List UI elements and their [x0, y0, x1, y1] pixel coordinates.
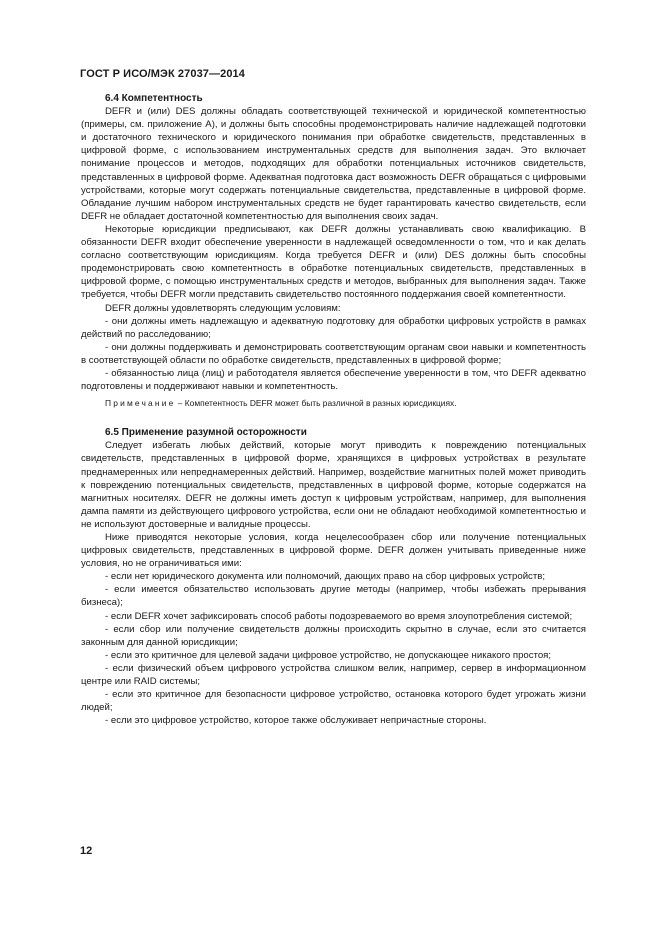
section-6-5-paragraph-1: Следует избегать любых действий, которые могут приводить к повреждению потенциальных свидетельств, представленных в цифровой форме, хранящихся в цифровых устройствах в результате преднамеренных или непреднамеренных действий. Например, воздействие магнитных полей может приводить к повреждению потенциальных свидетельств, представленных в цифровой форме, которые содержатся на магнитных носителях. DEFR не должны иметь доступ к цифровым устройствам, например, для выполнения дампа памяти из действующего цифрового устройства, если они не обладают необходимой компетентностью и не используют достоверные и валидные процессы. [81, 440, 586, 530]
section-6-4-title: 6.4 Компетентность [105, 93, 203, 104]
list-item: - если имеется обязательство использовать другие методы (например, чтобы избежать прерывания бизнеса); [81, 584, 586, 609]
list-item: - если DEFR хочет зафиксировать способ работы подозреваемого во время злоупотребления системой; [105, 610, 573, 622]
list-item: - обязанностью лица (лиц) и работодателя является обеспечение уверенности в том, что DEFR адекватно подготовлены и поддерживают навыки и компетентность. [81, 367, 586, 393]
list-item: - если это критичное для целевой задачи цифровое устройство, не допускающее никакого простоя; [105, 649, 552, 661]
list-item: - если это цифровое устройство, которое также обслуживает непричастные стороны. [105, 715, 487, 727]
list-item: - если нет юридического документа или полномочий, дающих право на сбор цифровых устройств; [105, 571, 546, 583]
section-6-4-paragraph-2: Некоторые юрисдикции предписывают, как DEFR должны устанавливать свою квалификацию. В обязанности DEFR входит обеспечение уверенности в надлежащей осведомленности о том, что и как делать согласно соответствующим юрисдикциям. Когда требуется DEFR и (или) DES должны быть способны продемонстрировать свою компетентность в обработке потенциальных свидетельств, представленных в цифровой форме, с помощью инструментальных средств и методов, выбранных для выполнения задач. Также требуется, чтобы DEFR могли представить свидетельство постоянного поддержания своей компетентности. [81, 223, 586, 301]
document-body [81, 92, 586, 727]
list-item: - если физический объем цифрового устройства слишком велик, например, сервер в информационном центре или RAID системы; [81, 662, 586, 688]
note [81, 397, 586, 410]
note-text: – Компетентность DEFR может быть различной в разных юрисдикциях. [175, 398, 457, 409]
section-6-4-paragraph-1: DEFR и (или) DES должны обладать соответствующей технической и юридической компетентностью (примеры, см. приложение А), и должны быть способны продемонстрировать наличие надлежащей подготовки и достаточного технического и юридического понимания при обработке свидетельств, представленных в цифровой форме, с использованием инструментальных средств для выполнения задач. Это включает понимание процессов и методов, подходящих для обработки потенциальных источников свидетельств, представленных в цифровой форме. Адекватная подготовка даст возможность DEFR обращаться с цифровыми устройствами, которые могут содержать потенциальные свидетельства, представленные в цифровой форме. Обладание лучшим набором инструментальных средств не будет гарантировать качество свидетельств, если DEFR не обладает достаточной компетентностью для выполнения своих задач. [81, 106, 586, 222]
list-item: - если это критичное для безопасности цифровое устройство, остановка которого будет угрожать жизни людей; [81, 689, 586, 714]
list-item: - они должны иметь надлежащую и адекватную подготовку для обработки цифровых устройств в рамках действий по расследованию; [81, 315, 586, 340]
list-item: - они должны поддерживать и демонстрировать соответствующим органам свои навыки и компетентность в соответствующей области по обработке свидетельств, представленных в цифровой форме; [81, 341, 586, 366]
page-number: 12 [80, 845, 93, 857]
list-item: - если сбор или получение свидетельств должны происходить скрытно в случае, если это считается законным для данной юрисдикции; [81, 623, 586, 648]
note-label: Примечание [105, 398, 176, 409]
document-header: ГОСТ Р ИСО/МЭК 27037—2014 [80, 68, 245, 80]
section-6-5-title: 6.5 Применение разумной осторожности [105, 427, 307, 439]
section-6-5-paragraph-2: Ниже приводятся некоторые условия, когда нецелесообразен сбор или получение потенциальных цифровых свидетельств, представленных в цифровой форме. DEFR должен учитывать приведенные ниже условия, но не ограничиваться ими: [81, 532, 586, 570]
section-gap [81, 416, 586, 426]
section-6-4-conditions-lead: DEFR должны удовлетворять следующим условиям: [105, 302, 341, 314]
